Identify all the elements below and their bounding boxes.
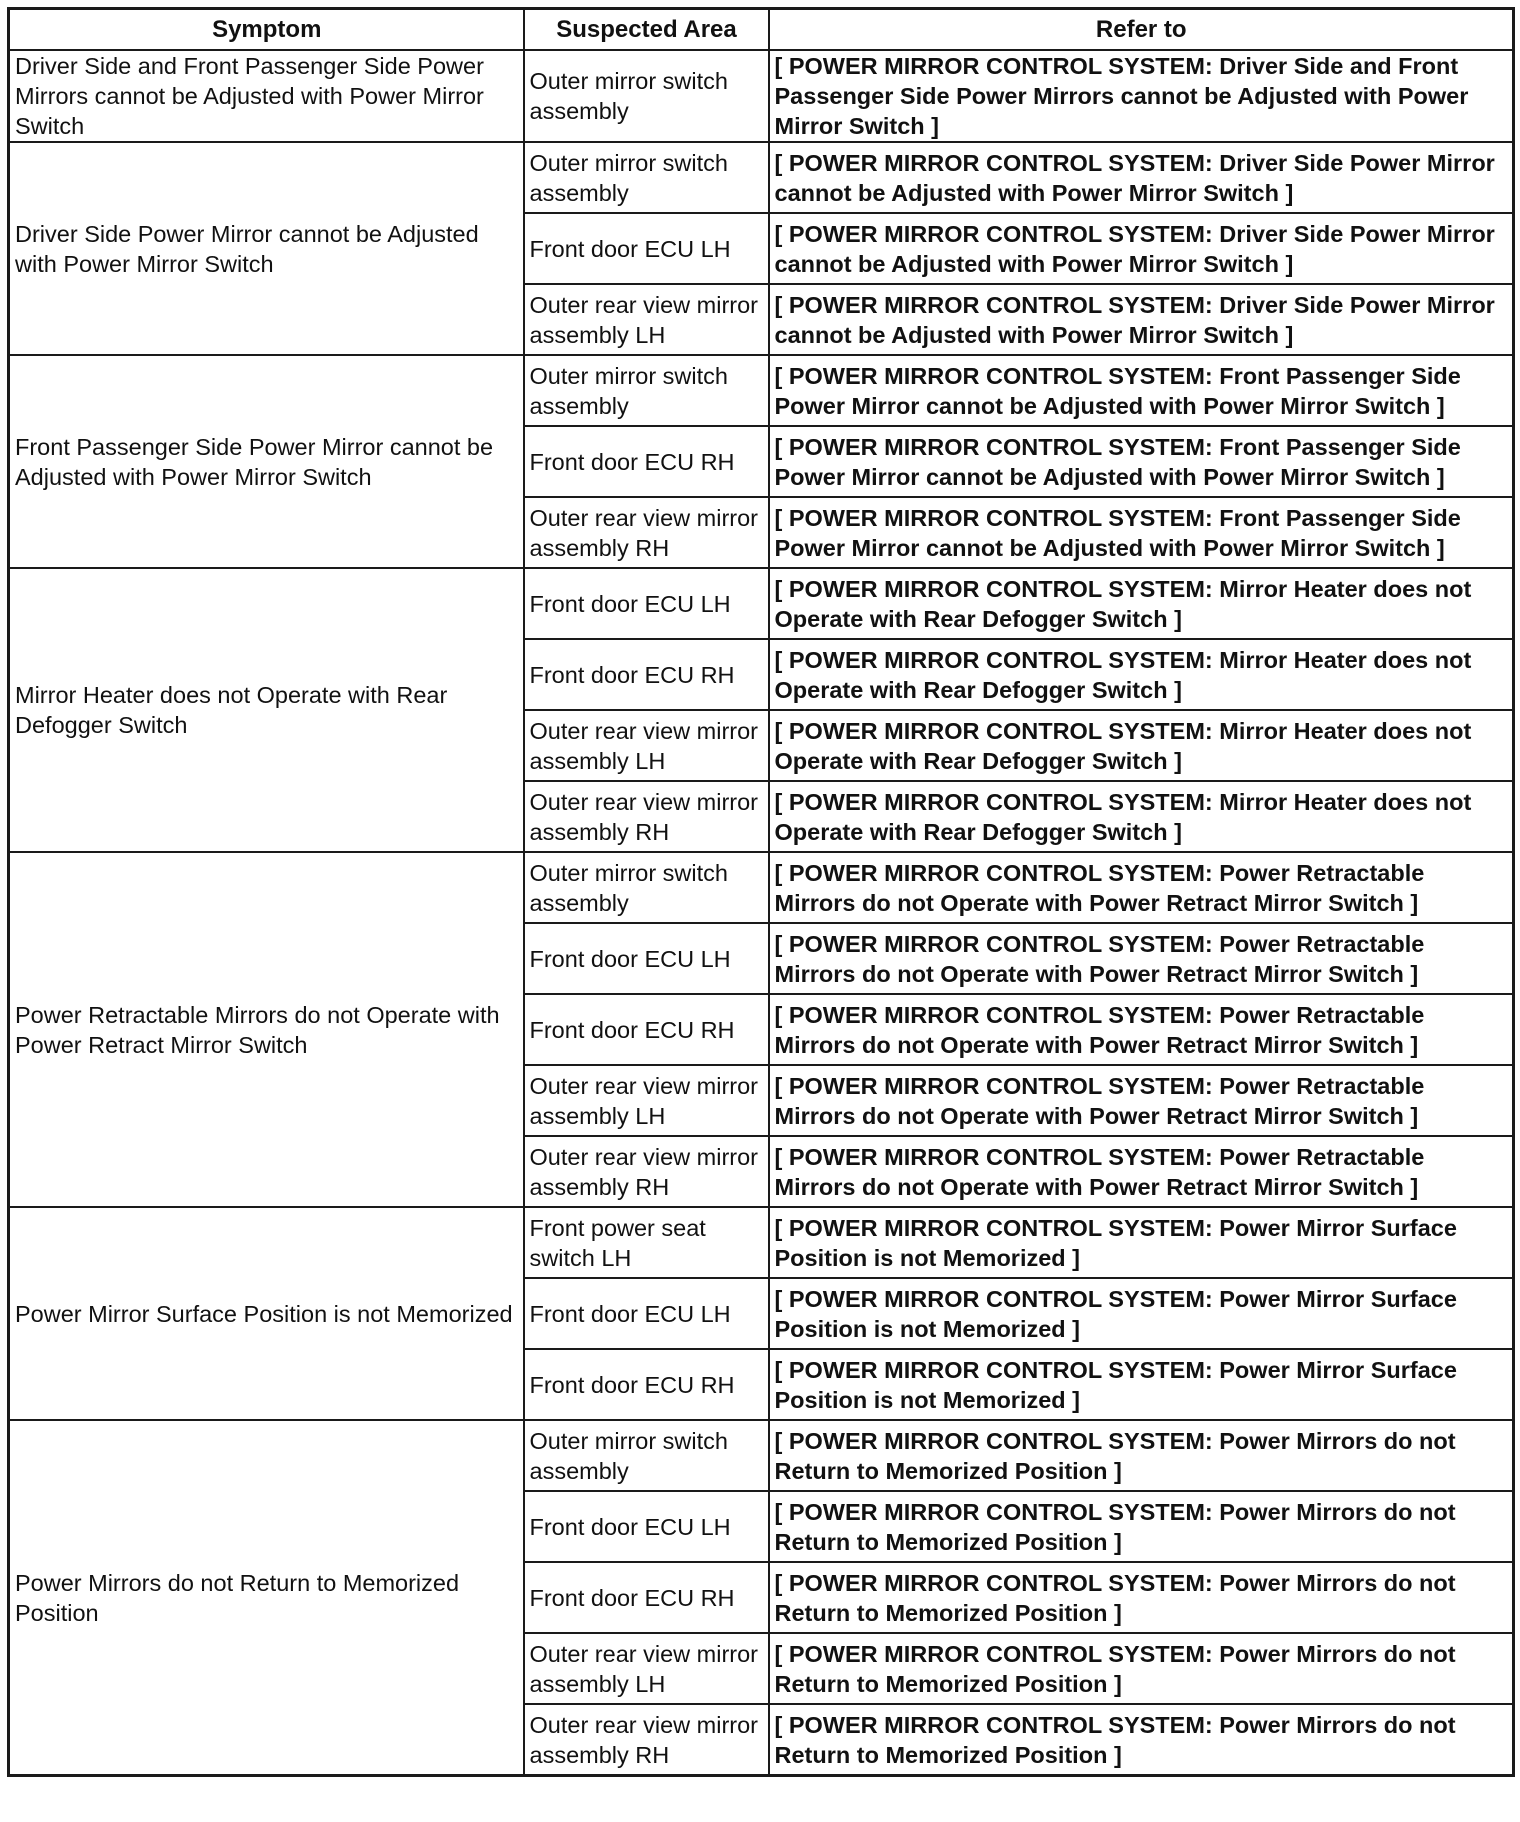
refer-to-link[interactable]: [ POWER MIRROR CONTROL SYSTEM: Front Passenger Side Power Mirror cannot be Adjusted with Power Mirror Switch ] xyxy=(769,426,1514,497)
suspected-area-cell: Outer mirror switch assembly xyxy=(524,142,769,213)
suspected-area-cell: Outer mirror switch assembly xyxy=(524,50,769,142)
refer-to-link[interactable]: [ POWER MIRROR CONTROL SYSTEM: Power Mirror Surface Position is not Memorized ] xyxy=(769,1349,1514,1420)
refer-to-link[interactable]: [ POWER MIRROR CONTROL SYSTEM: Mirror Heater does not Operate with Rear Defogger Switch ] xyxy=(769,568,1514,639)
suspected-area-cell: Front door ECU LH xyxy=(524,1278,769,1349)
suspected-area-cell: Outer mirror switch assembly xyxy=(524,355,769,426)
refer-to-link[interactable]: [ POWER MIRROR CONTROL SYSTEM: Mirror Heater does not Operate with Rear Defogger Switch ] xyxy=(769,639,1514,710)
header-symptom: Symptom xyxy=(9,9,524,51)
table-row xyxy=(9,1420,1514,1491)
symptom-cell: Power Mirror Surface Position is not Memorized xyxy=(9,1207,524,1420)
refer-to-link[interactable]: [ POWER MIRROR CONTROL SYSTEM: Mirror Heater does not Operate with Rear Defogger Switch ] xyxy=(769,781,1514,852)
refer-to-link[interactable]: [ POWER MIRROR CONTROL SYSTEM: Power Mirrors do not Return to Memorized Position ] xyxy=(769,1562,1514,1633)
suspected-area-cell: Outer rear view mirror assembly LH xyxy=(524,710,769,781)
suspected-area-cell: Front door ECU RH xyxy=(524,994,769,1065)
table-body xyxy=(9,50,1514,1776)
symptom-cell: Driver Side and Front Passenger Side Power Mirrors cannot be Adjusted with Power Mirror Switch xyxy=(9,50,524,142)
table-row xyxy=(9,1207,1514,1278)
table-row xyxy=(9,852,1514,923)
suspected-area-cell: Outer rear view mirror assembly RH xyxy=(524,781,769,852)
refer-to-link[interactable]: [ POWER MIRROR CONTROL SYSTEM: Front Passenger Side Power Mirror cannot be Adjusted with Power Mirror Switch ] xyxy=(769,497,1514,568)
suspected-area-cell: Outer rear view mirror assembly LH xyxy=(524,1065,769,1136)
problem-symptoms-table xyxy=(7,7,1515,1777)
refer-to-link[interactable]: [ POWER MIRROR CONTROL SYSTEM: Power Retractable Mirrors do not Operate with Power Retract Mirror Switch ] xyxy=(769,1065,1514,1136)
table-header-row xyxy=(9,9,1514,51)
suspected-area-cell: Outer rear view mirror assembly LH xyxy=(524,284,769,355)
symptom-cell: Power Mirrors do not Return to Memorized Position xyxy=(9,1420,524,1776)
refer-to-link[interactable]: [ POWER MIRROR CONTROL SYSTEM: Front Passenger Side Power Mirror cannot be Adjusted with Power Mirror Switch ] xyxy=(769,355,1514,426)
symptom-cell: Mirror Heater does not Operate with Rear Defogger Switch xyxy=(9,568,524,852)
table-row xyxy=(9,355,1514,426)
refer-to-link[interactable]: [ POWER MIRROR CONTROL SYSTEM: Driver Side Power Mirror cannot be Adjusted with Power Mirror Switch ] xyxy=(769,284,1514,355)
suspected-area-cell: Front door ECU LH xyxy=(524,923,769,994)
refer-to-link[interactable]: [ POWER MIRROR CONTROL SYSTEM: Power Retractable Mirrors do not Operate with Power Retract Mirror Switch ] xyxy=(769,852,1514,923)
refer-to-link[interactable]: [ POWER MIRROR CONTROL SYSTEM: Power Mirror Surface Position is not Memorized ] xyxy=(769,1278,1514,1349)
suspected-area-cell: Outer mirror switch assembly xyxy=(524,1420,769,1491)
refer-to-link[interactable]: [ POWER MIRROR CONTROL SYSTEM: Mirror Heater does not Operate with Rear Defogger Switch ] xyxy=(769,710,1514,781)
refer-to-link[interactable]: [ POWER MIRROR CONTROL SYSTEM: Power Retractable Mirrors do not Operate with Power Retract Mirror Switch ] xyxy=(769,994,1514,1065)
symptom-cell: Driver Side Power Mirror cannot be Adjusted with Power Mirror Switch xyxy=(9,142,524,355)
refer-to-link[interactable]: [ POWER MIRROR CONTROL SYSTEM: Power Retractable Mirrors do not Operate with Power Retract Mirror Switch ] xyxy=(769,1136,1514,1207)
refer-to-link[interactable]: [ POWER MIRROR CONTROL SYSTEM: Driver Side Power Mirror cannot be Adjusted with Power Mirror Switch ] xyxy=(769,213,1514,284)
table-row xyxy=(9,50,1514,142)
suspected-area-cell: Front door ECU LH xyxy=(524,568,769,639)
suspected-area-cell: Front door ECU LH xyxy=(524,213,769,284)
refer-to-link[interactable]: [ POWER MIRROR CONTROL SYSTEM: Power Mirrors do not Return to Memorized Position ] xyxy=(769,1633,1514,1704)
refer-to-link[interactable]: [ POWER MIRROR CONTROL SYSTEM: Power Mirror Surface Position is not Memorized ] xyxy=(769,1207,1514,1278)
table-row xyxy=(9,568,1514,639)
suspected-area-cell: Front door ECU LH xyxy=(524,1491,769,1562)
suspected-area-cell: Outer rear view mirror assembly RH xyxy=(524,1704,769,1776)
suspected-area-cell: Outer rear view mirror assembly RH xyxy=(524,1136,769,1207)
suspected-area-cell: Front door ECU RH xyxy=(524,1562,769,1633)
refer-to-link[interactable]: [ POWER MIRROR CONTROL SYSTEM: Power Mirrors do not Return to Memorized Position ] xyxy=(769,1491,1514,1562)
suspected-area-cell: Front door ECU RH xyxy=(524,426,769,497)
suspected-area-cell: Front door ECU RH xyxy=(524,1349,769,1420)
refer-to-link[interactable]: [ POWER MIRROR CONTROL SYSTEM: Driver Side and Front Passenger Side Power Mirrors cannot be Adjusted with Power Mirror Switch ] xyxy=(769,50,1514,142)
header-suspected-area: Suspected Area xyxy=(524,9,769,51)
refer-to-link[interactable]: [ POWER MIRROR CONTROL SYSTEM: Power Retractable Mirrors do not Operate with Power Retract Mirror Switch ] xyxy=(769,923,1514,994)
table-row xyxy=(9,142,1514,213)
suspected-area-cell: Outer rear view mirror assembly RH xyxy=(524,497,769,568)
refer-to-link[interactable]: [ POWER MIRROR CONTROL SYSTEM: Power Mirrors do not Return to Memorized Position ] xyxy=(769,1420,1514,1491)
symptom-cell: Front Passenger Side Power Mirror cannot be Adjusted with Power Mirror Switch xyxy=(9,355,524,568)
refer-to-link[interactable]: [ POWER MIRROR CONTROL SYSTEM: Power Mirrors do not Return to Memorized Position ] xyxy=(769,1704,1514,1776)
suspected-area-cell: Front power seat switch LH xyxy=(524,1207,769,1278)
suspected-area-cell: Front door ECU RH xyxy=(524,639,769,710)
header-refer-to: Refer to xyxy=(769,9,1514,51)
troubleshooting-table-container xyxy=(7,7,1512,1777)
symptom-cell: Power Retractable Mirrors do not Operate with Power Retract Mirror Switch xyxy=(9,852,524,1207)
suspected-area-cell: Outer mirror switch assembly xyxy=(524,852,769,923)
suspected-area-cell: Outer rear view mirror assembly LH xyxy=(524,1633,769,1704)
refer-to-link[interactable]: [ POWER MIRROR CONTROL SYSTEM: Driver Side Power Mirror cannot be Adjusted with Power Mirror Switch ] xyxy=(769,142,1514,213)
